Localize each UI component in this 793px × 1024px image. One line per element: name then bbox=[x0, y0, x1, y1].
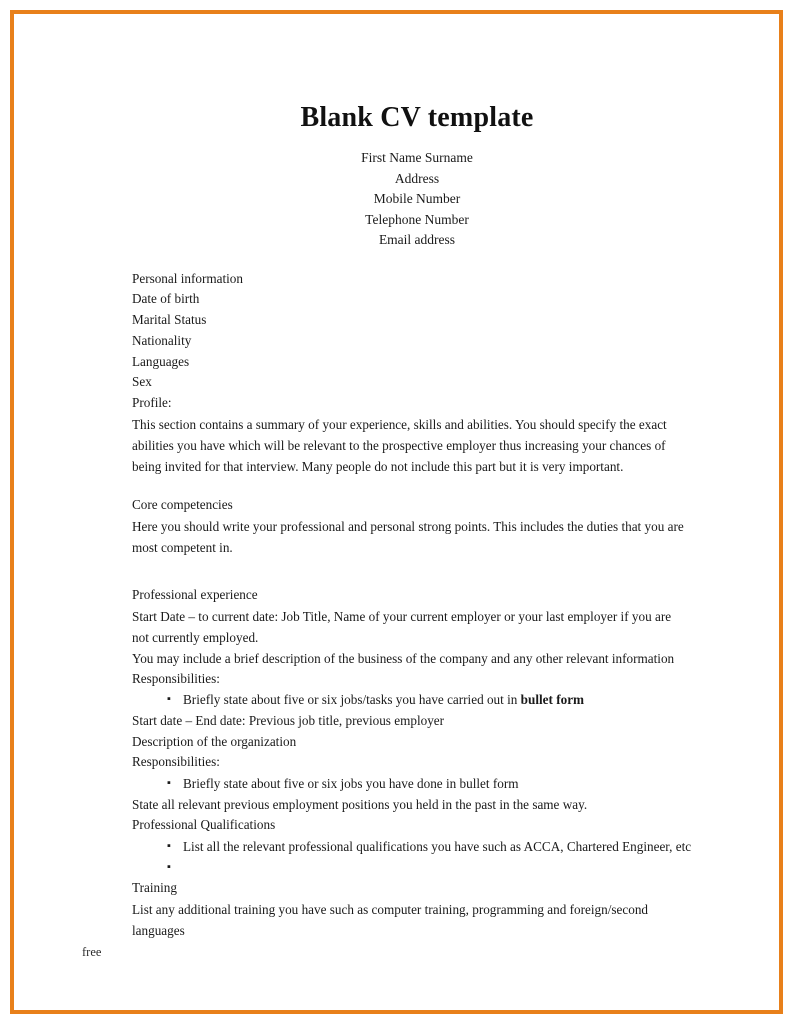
bullet-square-icon: ▪ bbox=[167, 861, 171, 874]
header-line-address: Address bbox=[394, 170, 440, 186]
list-item bbox=[132, 689, 702, 710]
bullet-text: Briefly state about five or six jobs you have done in bullet form bbox=[183, 776, 519, 792]
profile-text: This section contains a summary of your experience, skills and abilities. You should specify the exact abilities you have which will be relevant to the prospective employer thus increasing your chances of being invited for that interview. Many people do not include this part but it is very important. bbox=[132, 417, 667, 475]
responsibilities-label-2: Responsibilities: bbox=[132, 754, 220, 770]
section-heading-professional-experience: Professional experience bbox=[132, 586, 258, 602]
bullet-square-icon: ▪ bbox=[167, 693, 171, 706]
spacer bbox=[132, 558, 702, 576]
field-date-of-birth: Date of birth bbox=[132, 291, 200, 307]
core-competencies-text: Here you should write your professional and personal strong points. This includes the duties that you are most competent in. bbox=[132, 518, 684, 555]
experience-organization-description-line: Description of the organization bbox=[132, 734, 297, 750]
section-heading-personal-information: Personal information bbox=[132, 270, 243, 286]
spacer bbox=[132, 477, 702, 495]
page-border bbox=[10, 10, 783, 1014]
training-text: List any additional training you have such as computer training, programming and foreign/second languages bbox=[132, 901, 649, 938]
field-nationality: Nationality bbox=[132, 332, 192, 348]
responsibilities-label-1: Responsibilities: bbox=[132, 670, 220, 686]
cv-document-body bbox=[132, 102, 702, 941]
field-marital-status: Marital Status bbox=[132, 312, 207, 328]
document-sheet bbox=[22, 22, 771, 1002]
section-heading-profile: Profile: bbox=[132, 395, 172, 411]
header-line-name: First Name Surname bbox=[361, 150, 473, 165]
section-heading-professional-qualifications: Professional Qualifications bbox=[132, 817, 276, 833]
list-item bbox=[132, 857, 702, 878]
spacer bbox=[132, 251, 702, 269]
spacer bbox=[132, 576, 702, 585]
section-heading-training: Training bbox=[132, 880, 177, 896]
header-line-mobile: Mobile Number bbox=[373, 191, 461, 206]
bullet-text bbox=[183, 689, 584, 710]
list-item bbox=[132, 773, 702, 794]
bullet-text-part-1: Briefly state about five or six jobs/tasks you have carried out in bbox=[183, 692, 521, 708]
field-languages: Languages bbox=[132, 353, 190, 369]
document-title: Blank CV template bbox=[300, 102, 534, 133]
experience-current-role-line: Start Date – to current date: Job Title, Name of your current employer or your last employer if you are not currently employed. bbox=[132, 608, 672, 645]
list-item bbox=[132, 836, 702, 857]
bullet-square-icon: ▪ bbox=[167, 777, 171, 790]
experience-company-description-line: You may include a brief description of the business of the company and any other relevant information bbox=[132, 650, 675, 666]
bullet-text-emphasis: bullet form bbox=[520, 692, 585, 708]
header-line-email: Email address bbox=[378, 232, 456, 247]
section-heading-core-competencies: Core competencies bbox=[132, 497, 233, 513]
bullet-square-icon: ▪ bbox=[167, 840, 171, 853]
experience-previous-positions-line: State all relevant previous employment positions you held in the past in the same way. bbox=[132, 797, 588, 813]
footer-label: free bbox=[82, 945, 102, 959]
header-line-telephone: Telephone Number bbox=[365, 211, 469, 227]
bullet-text: List all the relevant professional qualifications you have such as ACCA, Chartered Engineer, etc bbox=[183, 839, 692, 855]
experience-previous-role-line: Start date – End date: Previous job title, previous employer bbox=[132, 713, 445, 729]
field-sex: Sex bbox=[132, 374, 152, 390]
